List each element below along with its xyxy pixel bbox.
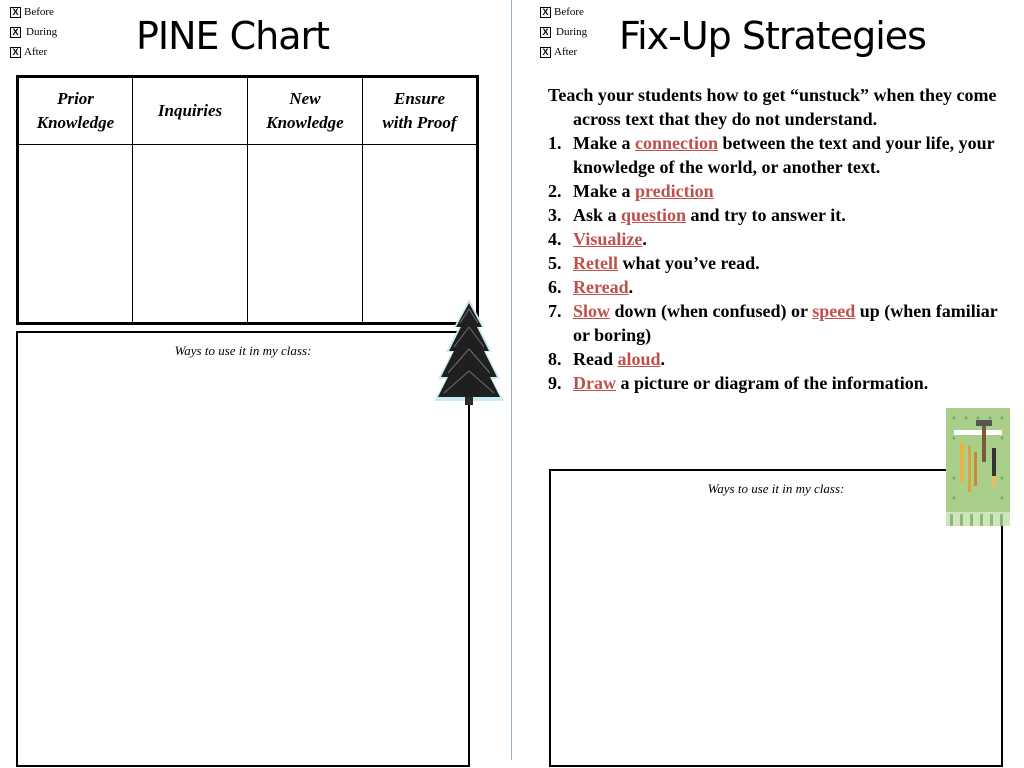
pegboard-tools-image xyxy=(946,408,1010,526)
header-new-knowledge: New Knowledge xyxy=(248,77,363,145)
page-title: Fix-Up Strategies xyxy=(619,14,926,58)
left-notes-panel[interactable] xyxy=(16,331,470,767)
keyword-link[interactable]: connection xyxy=(635,133,718,153)
checkbox[interactable]: X xyxy=(10,7,21,18)
checkbox[interactable]: X xyxy=(10,47,21,58)
keyword-link[interactable]: Retell xyxy=(573,253,618,273)
check-during[interactable] xyxy=(10,22,57,42)
page-divider xyxy=(511,0,512,760)
list-item: 1. Make a connection between the text and your life, your knowledge of the world, or another text. xyxy=(548,133,995,177)
check-label: Before xyxy=(24,6,54,18)
check-label: During xyxy=(26,26,58,38)
list-item: 7. Slow down (when confused) or speed up (when familiar or boring) xyxy=(548,301,998,345)
keyword-link[interactable]: Reread xyxy=(573,277,629,297)
table-cell[interactable] xyxy=(18,145,133,324)
keyword-link[interactable]: prediction xyxy=(635,181,714,201)
intro-text: Teach your students how to get “unstuck” when they come across text that they do not understand. xyxy=(548,85,997,129)
keyword-link[interactable]: speed xyxy=(812,301,856,321)
checkbox[interactable]: X xyxy=(540,27,551,38)
check-label: Before xyxy=(554,6,584,18)
list-item: 2. Make a prediction xyxy=(548,181,714,201)
header-prior-knowledge: Prior Knowledge xyxy=(18,77,133,145)
checkbox[interactable]: X xyxy=(540,47,551,58)
checkbox[interactable]: X xyxy=(10,27,21,38)
check-before[interactable] xyxy=(540,2,587,22)
fix-up-strategies-text xyxy=(548,83,1008,395)
list-item: 3. Ask a question and try to answer it. xyxy=(548,205,846,225)
check-label: During xyxy=(556,26,588,38)
check-after[interactable] xyxy=(10,42,57,62)
check-during[interactable] xyxy=(540,22,587,42)
keyword-link[interactable]: aloud xyxy=(617,349,661,369)
header-ensure-with-proof: Ensure with Proof xyxy=(363,77,478,145)
list-item: 4. Visualize. xyxy=(548,229,647,249)
list-item: 8. Read aloud. xyxy=(548,349,666,369)
right-notes-panel[interactable] xyxy=(549,469,1003,767)
pine-chart-table xyxy=(16,75,479,325)
checkbox[interactable]: X xyxy=(540,7,551,18)
check-label: After xyxy=(24,46,48,58)
right-phase-checklist xyxy=(540,2,587,62)
keyword-link[interactable]: Visualize xyxy=(573,229,643,249)
table-cell[interactable] xyxy=(248,145,363,324)
page-title: PINE Chart xyxy=(136,14,330,58)
keyword-link[interactable]: question xyxy=(621,205,687,225)
list-item: 5. Retell what you’ve read. xyxy=(548,253,760,273)
table-cell[interactable] xyxy=(133,145,248,324)
pine-tree-image xyxy=(432,297,506,409)
table-row xyxy=(18,145,478,324)
keyword-link[interactable]: Draw xyxy=(573,373,616,393)
list-item: 6. Reread. xyxy=(548,277,634,297)
check-after[interactable] xyxy=(540,42,587,62)
check-before[interactable] xyxy=(10,2,57,22)
header-inquiries: Inquiries xyxy=(133,77,248,145)
table-header-row xyxy=(18,77,478,145)
panel-label: Ways to use it in my class: xyxy=(174,343,312,358)
left-phase-checklist xyxy=(10,2,57,62)
keyword-link[interactable]: Slow xyxy=(573,301,611,321)
panel-label: Ways to use it in my class: xyxy=(707,481,845,496)
check-label: After xyxy=(554,46,578,58)
list-item: 9. Draw a picture or diagram of the information. xyxy=(548,373,929,393)
